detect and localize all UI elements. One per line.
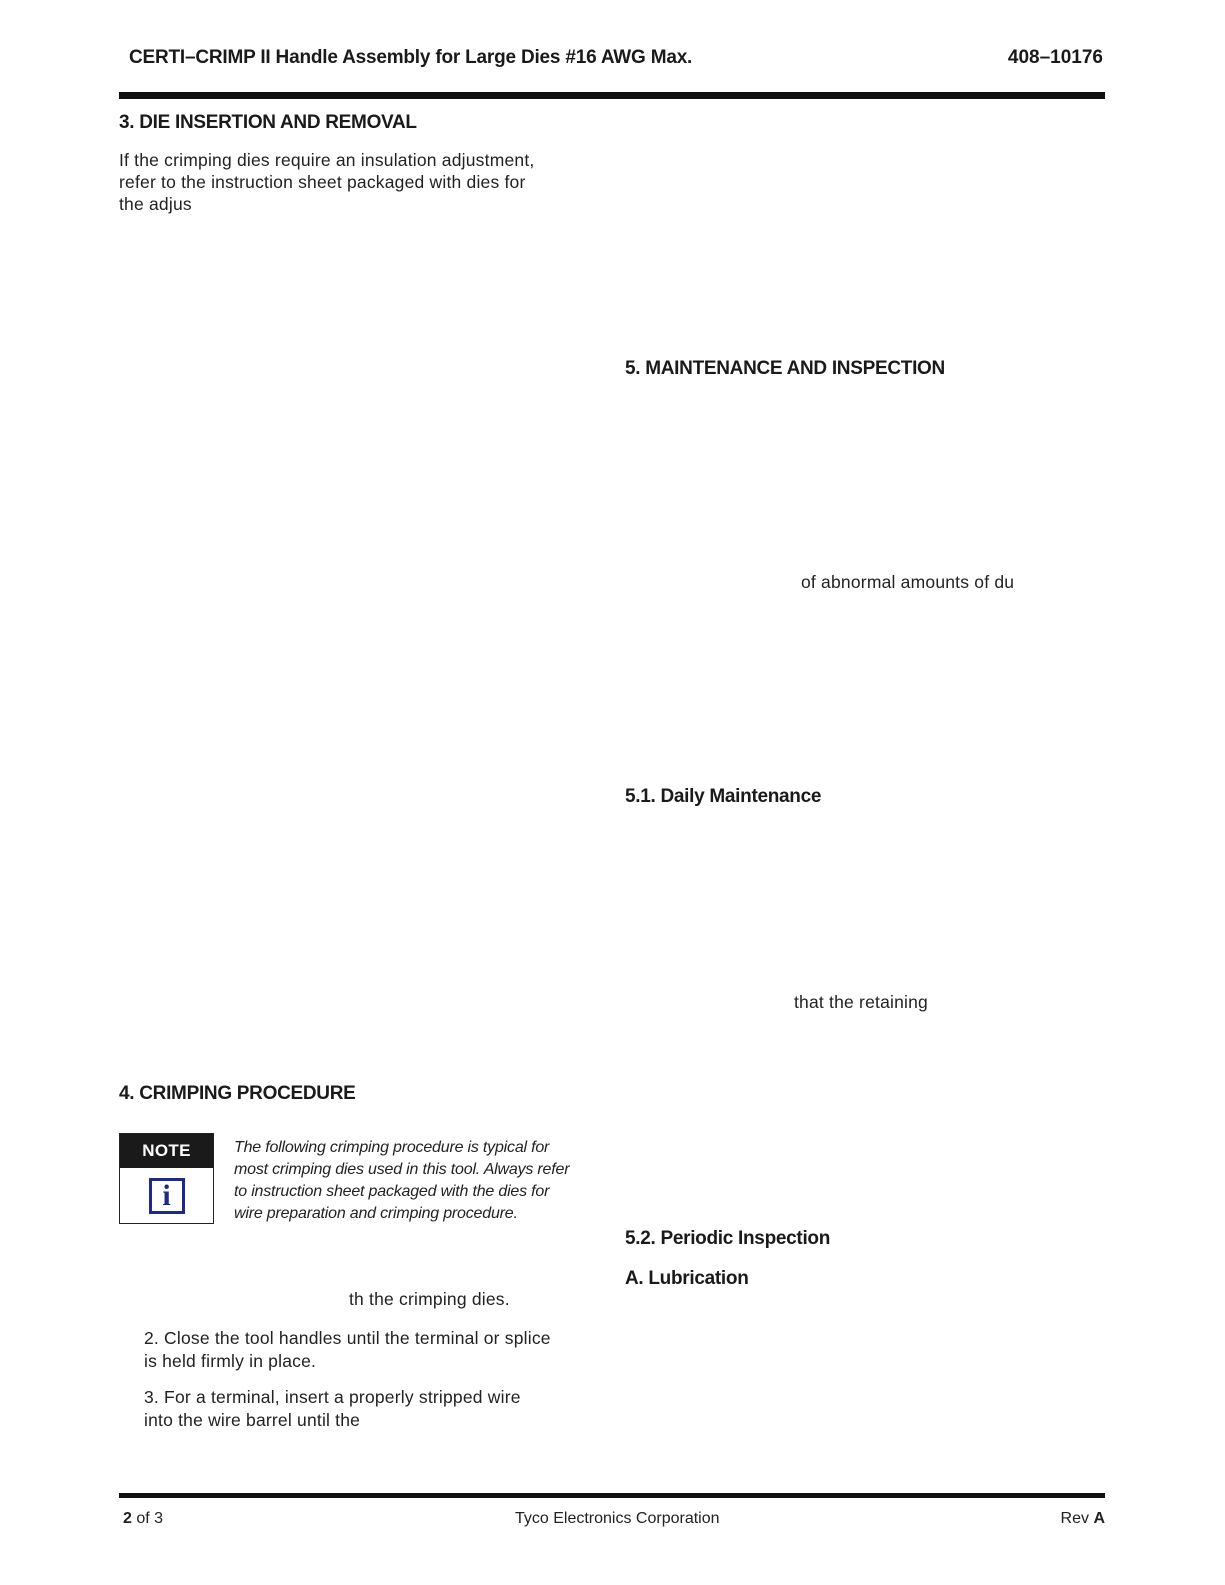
revision [1061, 1510, 1105, 1528]
step-1-fragment: th the crimping dies. [349, 1289, 510, 1309]
retaining-fragment: that the retaining [794, 992, 928, 1012]
lubrication-heading: A. Lubrication [625, 1268, 749, 1289]
document-number: 408–10176 [1007, 47, 1103, 68]
company-name: Tyco Electronics Corporation [515, 1510, 720, 1527]
section-3-paragraph [119, 149, 589, 215]
note-text [234, 1137, 594, 1225]
step-line: 2. Close the tool handles until the terminal or splice [144, 1328, 551, 1348]
step-line: is held firmly in place. [144, 1351, 317, 1371]
dust-fragment: of abnormal amounts of du [801, 572, 1015, 592]
footer-rule [119, 1493, 1105, 1498]
rev-value: A [1093, 1510, 1105, 1527]
subsection-5-1-heading: 5.1. Daily Maintenance [625, 786, 822, 807]
info-icon: i [149, 1178, 185, 1214]
section-5-heading: 5. MAINTENANCE AND INSPECTION [625, 358, 945, 379]
paragraph-line: refer to the instruction sheet packaged with dies for [119, 172, 526, 192]
page-number [123, 1510, 163, 1528]
document-title: CERTI–CRIMP II Handle Assembly for Large Dies #16 AWG Max. [129, 47, 693, 68]
page-current: 2 [123, 1510, 132, 1527]
note-box [119, 1133, 214, 1224]
subsection-5-2-heading: 5.2. Periodic Inspection [625, 1228, 831, 1249]
step-3 [144, 1386, 614, 1432]
step-line: 3. For a terminal, insert a properly stripped wire [144, 1387, 521, 1407]
header-rule [119, 92, 1105, 99]
rev-label: Rev [1060, 1510, 1089, 1527]
note-line: to instruction sheet packaged with the dies for [234, 1183, 550, 1200]
step-2 [144, 1327, 614, 1373]
note-line: wire preparation and crimping procedure. [234, 1205, 518, 1222]
section-4-heading: 4. CRIMPING PROCEDURE [119, 1083, 356, 1104]
note-line: The following crimping procedure is typical for [234, 1139, 550, 1156]
page-total: of 3 [136, 1510, 164, 1527]
step-line: into the wire barrel until the [144, 1410, 361, 1430]
section-3-heading: 3. DIE INSERTION AND REMOVAL [119, 112, 417, 133]
note-line: most crimping dies used in this tool. Always refer [234, 1161, 570, 1178]
paragraph-line: the adjus [119, 194, 192, 214]
note-label: NOTE [120, 1134, 213, 1168]
paragraph-line: If the crimping dies require an insulation adjustment, [119, 150, 535, 170]
